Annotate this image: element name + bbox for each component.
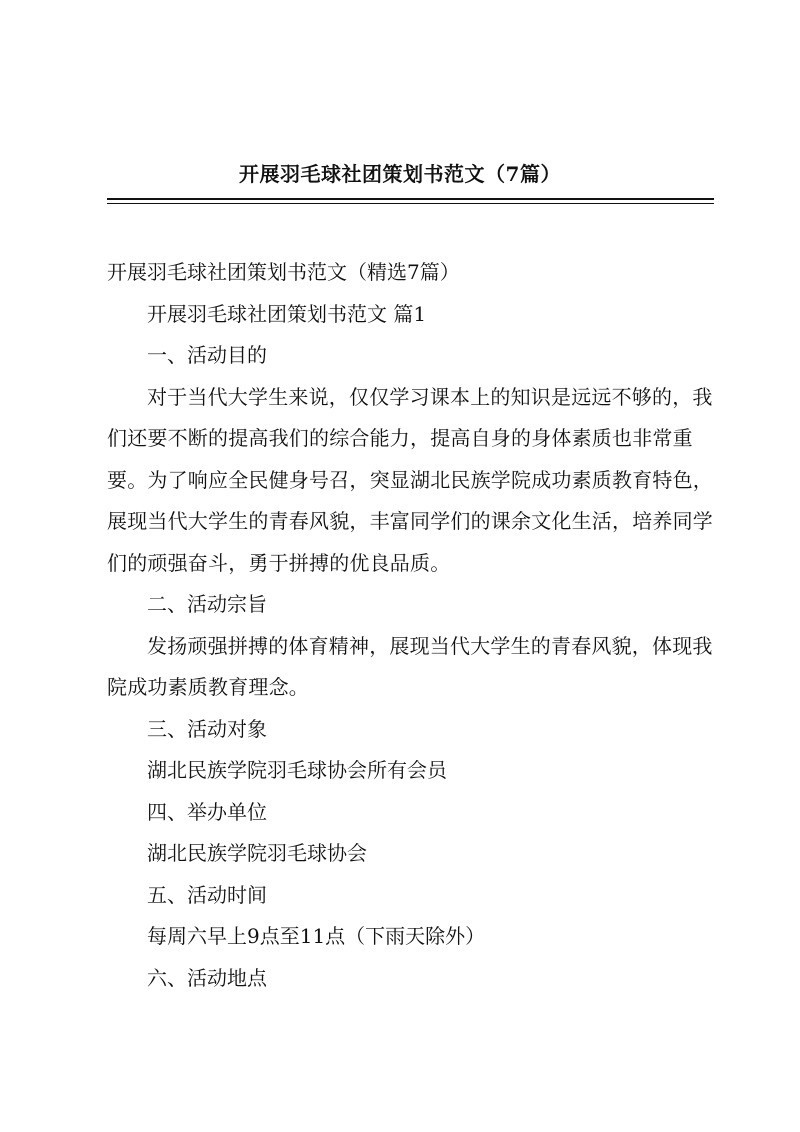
heading-organizer: 四、举办单位 [147, 799, 267, 824]
heading-audience: 三、活动对象 [147, 716, 267, 741]
document-subtitle: 开展羽毛球社团策划书范文（精选7篇） [107, 260, 460, 284]
title-rule-thick [107, 198, 714, 200]
paragraph-purpose: 对于当代大学生来说，仅仅学习课本上的知识是远远不够的，我们还要不断的提高我们的综合能力，提高自身的身体素质也非常重要。为了响应全民健身号召，突显湖北民族学院成功素质教育特色，展现当代大学生的青春风貌，丰富同学们的课余文化生活，培养同学们的顽强奋斗，勇于拼搏的优良品质。 [107, 384, 713, 575]
paragraph-organizer: 湖北民族学院羽毛球协会 [147, 841, 367, 865]
paragraph-audience: 湖北民族学院羽毛球协会所有会员 [147, 758, 447, 782]
paragraph-time: 每周六早上9点至11点（下雨天除外） [147, 924, 486, 948]
title-rule-thin [107, 203, 714, 204]
section-title: 开展羽毛球社团策划书范文 篇1 [147, 301, 427, 326]
paragraph-aim: 发扬顽强拼搏的体育精神，展现当代大学生的青春风貌，体现我院成功素质教育理念。 [107, 633, 713, 699]
heading-purpose: 一、活动目的 [147, 343, 267, 367]
document-body [107, 252, 727, 999]
document-title: 开展羽毛球社团策划书范文（7篇） [239, 162, 561, 186]
heading-time: 五、活动时间 [147, 882, 267, 907]
heading-location: 六、活动地点 [147, 965, 267, 990]
heading-aim: 二、活动宗旨 [147, 592, 267, 616]
